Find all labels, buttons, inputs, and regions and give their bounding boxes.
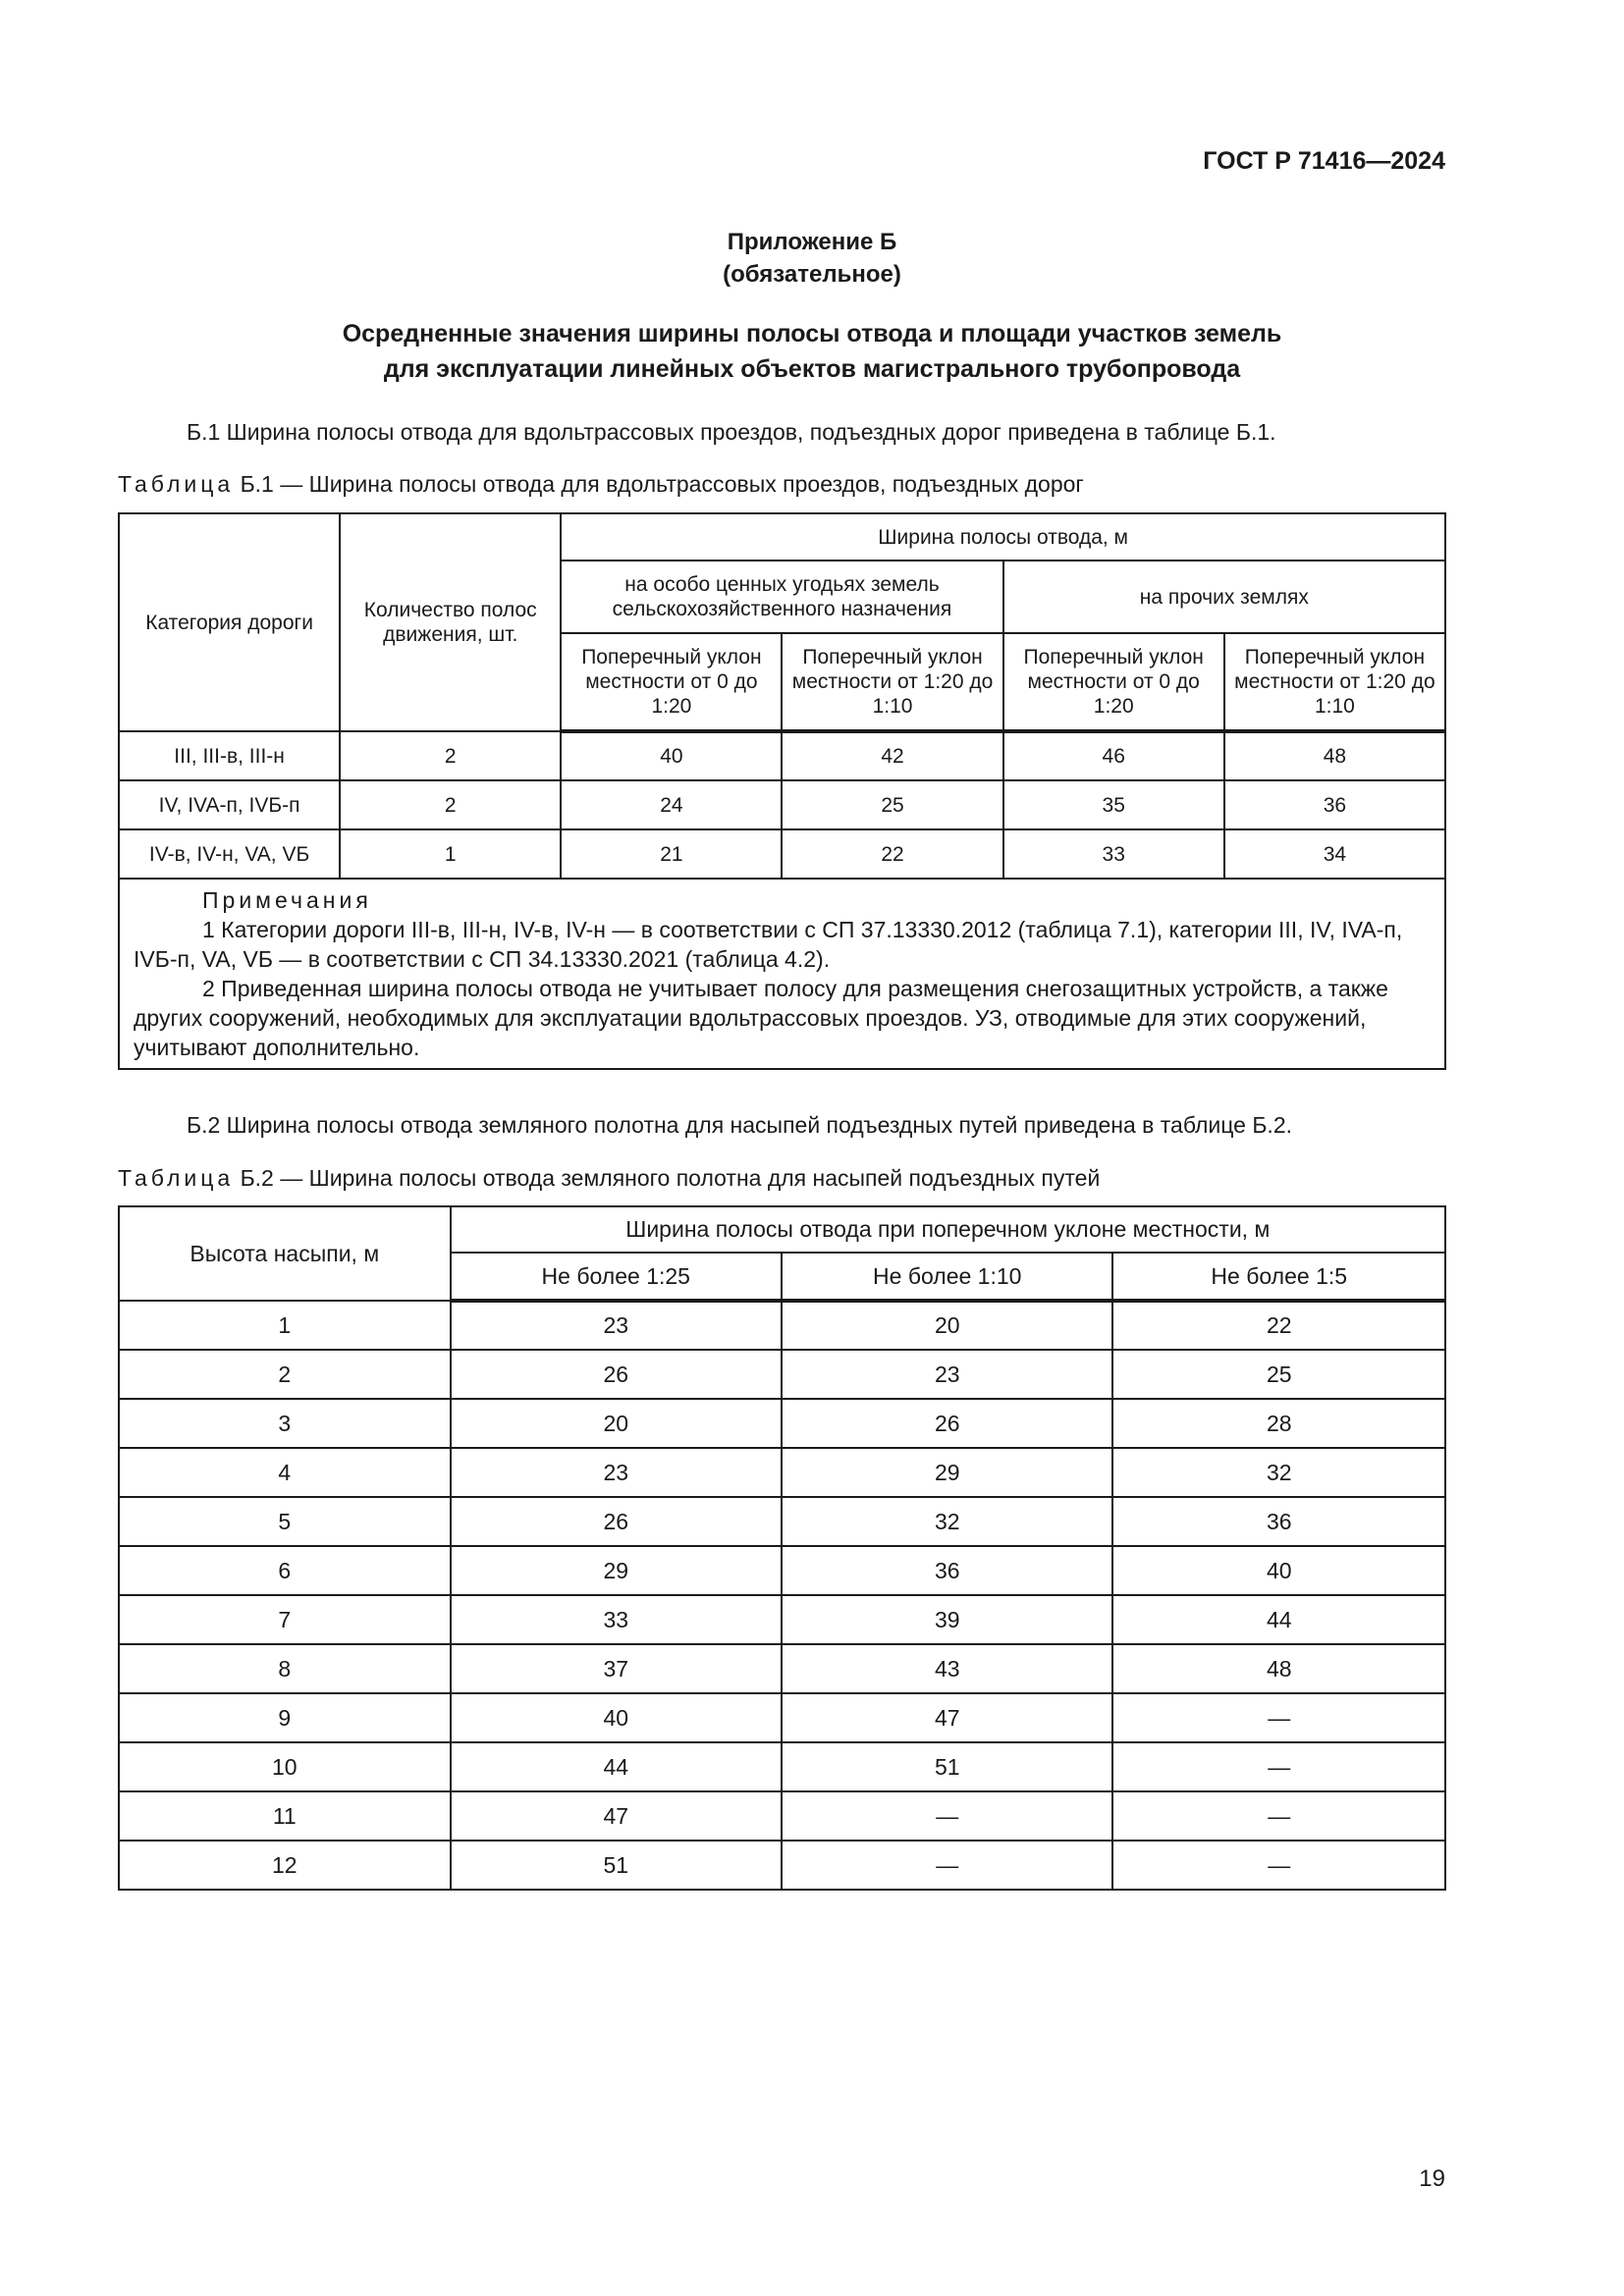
cell: 46	[1003, 731, 1224, 780]
table-row	[119, 1693, 1445, 1742]
cell: 1	[340, 829, 561, 879]
cell: 32	[782, 1497, 1112, 1546]
table-b1-caption-label: Таблица	[118, 471, 235, 497]
cell: 2	[340, 780, 561, 829]
cell: 42	[782, 731, 1002, 780]
table-b2-body	[119, 1301, 1445, 1890]
cell: —	[1112, 1742, 1445, 1791]
cell: 32	[1112, 1448, 1445, 1497]
table-row	[119, 829, 1445, 879]
cell: 8	[119, 1644, 451, 1693]
cell: 26	[782, 1399, 1112, 1448]
cell: 22	[782, 829, 1002, 879]
cell: 33	[1003, 829, 1224, 879]
cell: 26	[451, 1497, 782, 1546]
appendix-status: (обязательное)	[723, 261, 901, 288]
cell: 48	[1112, 1644, 1445, 1693]
cell: —	[1112, 1841, 1445, 1890]
note-1: 1 Категории дороги III-в, III-н, IV-в, IV-н — в соответствии с СП 37.13330.2012 (таблица 7.1), категории III, IV, IVA-п, IVБ-п, VA, VБ — в соответствии с СП 34.13330.2021 (таблица 4.2).	[134, 917, 1403, 972]
cell: 44	[1112, 1595, 1445, 1644]
cell: 29	[782, 1448, 1112, 1497]
header-height: Высота насыпи, м	[119, 1206, 451, 1301]
cell: 2	[340, 731, 561, 780]
header-slope: Поперечный уклон местности от 1:20 до 1:10	[782, 633, 1002, 731]
table-row	[119, 1742, 1445, 1791]
header-slope: Поперечный уклон местности от 1:20 до 1:10	[1224, 633, 1445, 731]
cell: 43	[782, 1644, 1112, 1693]
cell: 25	[782, 780, 1002, 829]
cell: —	[782, 1791, 1112, 1841]
cell: 5	[119, 1497, 451, 1546]
cell: 12	[119, 1841, 451, 1890]
cell: 1	[119, 1301, 451, 1350]
cell: 7	[119, 1595, 451, 1644]
cell: 51	[782, 1742, 1112, 1791]
cell: 6	[119, 1546, 451, 1595]
cell: 33	[451, 1595, 782, 1644]
header-valuable-lands: на особо ценных угодьях земель сельскохозяйственного назначения	[561, 561, 1002, 633]
table-row	[119, 1497, 1445, 1546]
cell: 26	[451, 1350, 782, 1399]
cell: 40	[561, 731, 782, 780]
table-b1	[118, 512, 1446, 1070]
appendix-title: Приложение Б	[727, 229, 897, 255]
cell: 35	[1003, 780, 1224, 829]
cell: —	[782, 1841, 1112, 1890]
notes-row	[119, 879, 1445, 1069]
cell: 51	[451, 1841, 782, 1890]
cell: 25	[1112, 1350, 1445, 1399]
cell: 36	[1112, 1497, 1445, 1546]
header-other-lands: на прочих землях	[1003, 561, 1445, 633]
table-row	[119, 731, 1445, 780]
header-slope-1-5: Не более 1:5	[1112, 1253, 1445, 1301]
table-row	[119, 1595, 1445, 1644]
table-row	[119, 1399, 1445, 1448]
cell: 11	[119, 1791, 451, 1841]
cell: 36	[782, 1546, 1112, 1595]
page-number: 19	[1419, 2165, 1445, 2192]
table-b2-caption-label: Таблица	[118, 1165, 235, 1191]
cell: 48	[1224, 731, 1445, 780]
cell: —	[1112, 1791, 1445, 1841]
header-road-category: Категория дороги	[119, 513, 340, 731]
notes-title: Примечания	[202, 887, 372, 913]
cell: 40	[1112, 1546, 1445, 1595]
table-b2-caption-text: Б.2 — Ширина полосы отвода земляного полотна для насыпей подъездных путей	[240, 1165, 1101, 1191]
section-b1-text: Б.1 Ширина полосы отвода для вдольтрассовых проездов, подъездных дорог приведена в таблице Б.1.	[187, 419, 1276, 445]
cell: 3	[119, 1399, 451, 1448]
section-b2-text: Б.2 Ширина полосы отвода земляного полотна для насыпей подъездных путей приведена в таблице Б.2.	[187, 1112, 1293, 1138]
note-2: 2 Приведенная ширина полосы отвода не учитывает полосу для размещения снегозащитных устройств, а также других сооружений, необходимых для эксплуатации вдольтрассовых проездов. УЗ, отводимые для этих сооружений, учитывают дополнительно.	[134, 976, 1388, 1060]
cell: 47	[451, 1791, 782, 1841]
cell: 4	[119, 1448, 451, 1497]
table-row	[119, 1350, 1445, 1399]
header-slope: Поперечный уклон местности от 0 до 1:20	[561, 633, 782, 731]
notes	[119, 879, 1445, 1069]
table-row	[119, 1301, 1445, 1350]
header-width: Ширина полосы отвода, м	[561, 513, 1445, 561]
document-title-line2: для эксплуатации линейных объектов магистрального трубопровода	[383, 355, 1241, 383]
header-slope-1-25: Не более 1:25	[451, 1253, 782, 1301]
cell: 44	[451, 1742, 782, 1791]
table-b1-caption-text: Б.1 — Ширина полосы отвода для вдольтрассовых проездов, подъездных дорог	[240, 471, 1084, 497]
cell: 36	[1224, 780, 1445, 829]
table-row	[119, 1841, 1445, 1890]
cell: 39	[782, 1595, 1112, 1644]
cell: 24	[561, 780, 782, 829]
table-b1-caption	[118, 469, 1084, 499]
appendix-heading	[0, 226, 1624, 291]
cell: 34	[1224, 829, 1445, 879]
header-slope: Поперечный уклон местности от 0 до 1:20	[1003, 633, 1224, 731]
cell: 23	[782, 1350, 1112, 1399]
table-row	[119, 1644, 1445, 1693]
cell: 40	[451, 1693, 782, 1742]
cell: 22	[1112, 1301, 1445, 1350]
header-lanes: Количество полос движения, шт.	[340, 513, 561, 731]
standard-code: ГОСТ Р 71416—2024	[1203, 147, 1445, 175]
table-row	[119, 1448, 1445, 1497]
table-row	[119, 780, 1445, 829]
cell: 28	[1112, 1399, 1445, 1448]
header-slope-1-10: Не более 1:10	[782, 1253, 1112, 1301]
cell: 9	[119, 1693, 451, 1742]
cell: 21	[561, 829, 782, 879]
table-b2-caption	[118, 1163, 1100, 1193]
document-title	[0, 316, 1624, 387]
cell: IV, IVA-п, IVБ-п	[119, 780, 340, 829]
document-title-line1: Осредненные значения ширины полосы отвода и площади участков земель	[342, 320, 1282, 347]
table-row	[119, 1791, 1445, 1841]
cell: 47	[782, 1693, 1112, 1742]
cell: 23	[451, 1448, 782, 1497]
table-row	[119, 1546, 1445, 1595]
table-b2	[118, 1205, 1446, 1891]
cell: IV-в, IV-н, VA, VБ	[119, 829, 340, 879]
cell: III, III-в, III-н	[119, 731, 340, 780]
cell: 37	[451, 1644, 782, 1693]
header-width: Ширина полосы отвода при поперечном уклоне местности, м	[451, 1206, 1445, 1253]
cell: —	[1112, 1693, 1445, 1742]
cell: 23	[451, 1301, 782, 1350]
cell: 10	[119, 1742, 451, 1791]
cell: 2	[119, 1350, 451, 1399]
cell: 29	[451, 1546, 782, 1595]
cell: 20	[782, 1301, 1112, 1350]
cell: 20	[451, 1399, 782, 1448]
